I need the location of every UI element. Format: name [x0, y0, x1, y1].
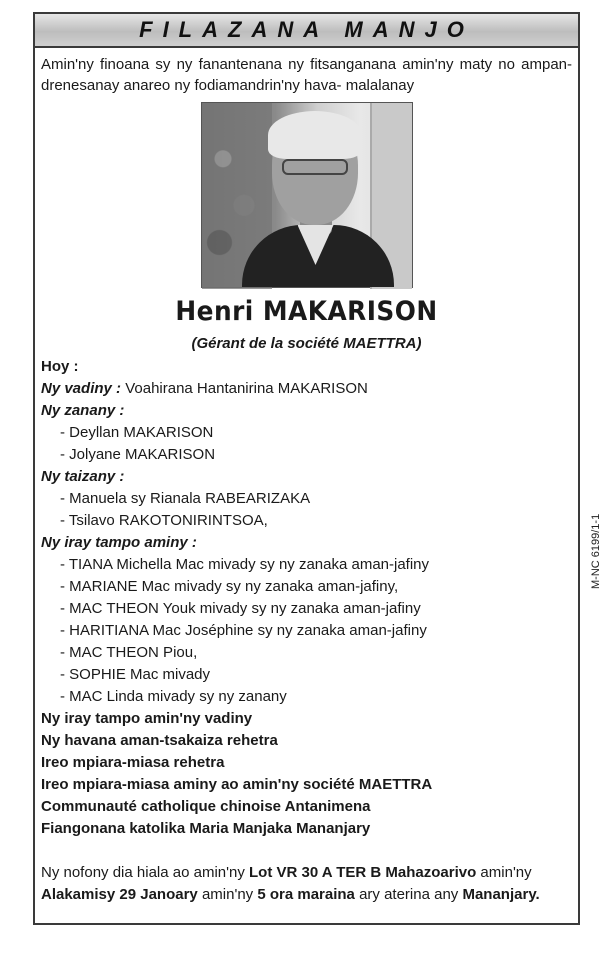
closing-text: ary aterina any	[354, 886, 463, 903]
closing-text: Ny nofony dia hiala ao amin'ny	[41, 864, 249, 881]
list-item: - MAC THEON Youk mivady sy ny zanaka aman-jafiny	[60, 600, 421, 617]
photo-container	[35, 102, 578, 288]
other-line: Fiangonana katolika Maria Manjaka Mananjary	[41, 820, 371, 837]
other-line: Ireo mpiara-miasa rehetra	[41, 754, 225, 771]
spouse-line	[41, 378, 572, 400]
reference-code: M-NC 6199/1-1	[590, 513, 602, 589]
grandchildren-label: Ny taizany :	[41, 468, 125, 485]
hoy-label: Hoy :	[41, 358, 79, 375]
list-item: - HARITIANA Mac Joséphine sy ny zanaka aman-jafiny	[60, 622, 427, 639]
spouse-name: Voahirana Hantanirina MAKARISON	[125, 380, 368, 397]
other-line: Ny havana aman-tsakaiza rehetra	[41, 732, 278, 749]
family-list	[35, 352, 578, 840]
list-item: - Tsilavo RAKOTONIRINTSOA,	[60, 512, 268, 529]
funeral-address: Lot VR 30 A TER B Mahazoarivo	[249, 864, 477, 881]
funeral-time: 5 ora maraina	[257, 886, 355, 903]
list-item: - MAC Linda mivady sy ny zanany	[60, 688, 287, 705]
deceased-role: (Gérant de la société MAETTRA)	[191, 335, 422, 352]
other-line: Ireo mpiara-miasa aminy ao amin'ny société MAETTRA	[41, 776, 433, 793]
header-banner	[35, 14, 578, 48]
spouse-label: Ny vadiny :	[41, 380, 122, 397]
list-item: - MAC THEON Piou,	[60, 644, 198, 661]
siblings-label: Ny iray tampo aminy :	[41, 534, 197, 551]
deceased-name: Henri MAKARISON	[175, 296, 438, 327]
list-item: - TIANA Michella Mac mivady sy ny zanaka aman-jafiny	[60, 556, 430, 573]
closing-text: amin'ny	[476, 864, 532, 881]
other-line: Communauté catholique chinoise Antanimena	[41, 798, 371, 815]
closing-text: amin'ny	[197, 886, 258, 903]
notice-frame	[33, 12, 602, 925]
funeral-date: Alakamisy 29 Janoary	[41, 886, 198, 903]
notice-title: FILAZANA MANJO	[139, 17, 474, 42]
other-line: Ny iray tampo amin'ny vadiny	[41, 710, 253, 727]
children-label: Ny zanany :	[41, 402, 125, 419]
funeral-place: Mananjary.	[462, 886, 540, 903]
list-item: - MARIANE Mac mivady sy ny zanaka aman-jafiny,	[60, 578, 399, 595]
portrait-photo	[201, 102, 413, 288]
list-item: - Jolyane MAKARISON	[60, 446, 216, 463]
list-item: - SOPHIE Mac mivady	[60, 666, 211, 683]
list-item: - Deyllan MAKARISON	[60, 424, 214, 441]
intro-text: Amin'ny finoana sy ny fanantenana ny fitsanganana amin'ny maty no ampan-drenesanay anareo ny fodiamandrin'ny hava- malalanay	[41, 56, 572, 94]
funeral-details	[35, 840, 578, 906]
list-item: - Manuela sy Rianala RABEARIZAKA	[60, 490, 311, 507]
